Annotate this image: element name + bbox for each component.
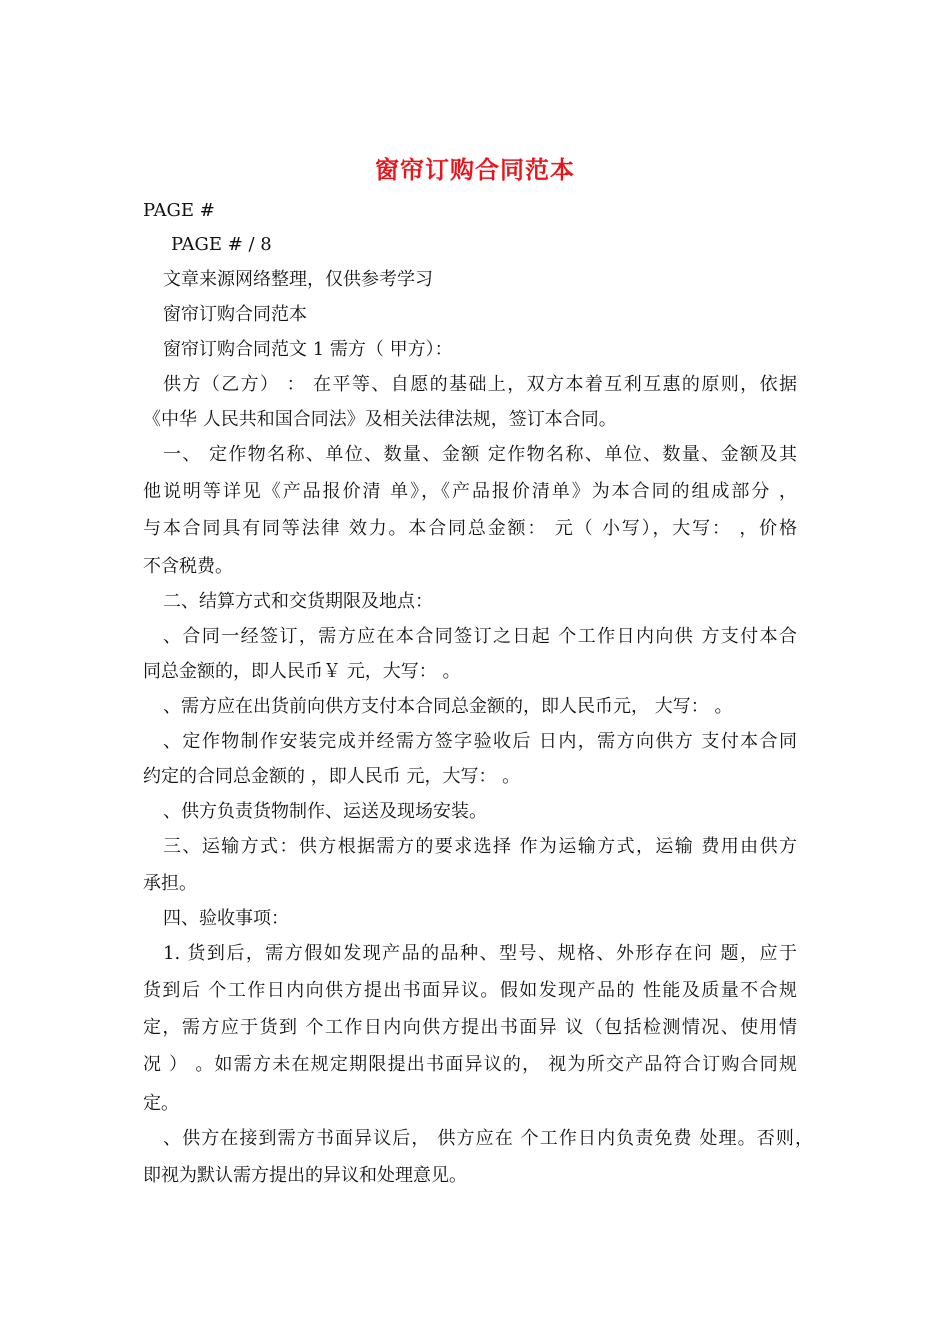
paragraph-line: 同总金额的，即人民币￥ 元，大写： 。 <box>143 661 461 682</box>
paragraph-line: 他说明等详见《产品报价清 单》，《产品报价清单》为本合同的组成部分 ， <box>143 481 797 502</box>
paragraph-line: 即视为默认需方提出的异议和处理意见。 <box>143 1165 467 1186</box>
document-title: 窗帘订购合同范本 <box>375 156 575 184</box>
paragraph-line: 、供方负责货物制作、运送及现场安装。 <box>163 801 487 822</box>
paragraph-line: 况 ） 。如需方未在规定期限提出书面异议的， 视为所交产品符合订购合同规 <box>143 1054 797 1075</box>
section-heading: 二、结算方式和交货期限及地点： <box>163 591 433 612</box>
document-subtitle: 窗帘订购合同范本 <box>163 304 307 325</box>
paragraph-line: 不含税费。 <box>143 556 233 577</box>
paragraph-line: 窗帘订购合同范文 1 需方（ 甲方）： <box>163 339 453 360</box>
page-number-header: PAGE # <box>143 200 215 221</box>
section-heading: 四、验收事项： <box>163 908 289 929</box>
paragraph-line: 承担。 <box>143 873 197 894</box>
paragraph-line: 定。 <box>143 1093 179 1114</box>
paragraph-line: 一、 定作物名称、单位、数量、金额 定作物名称、单位、数量、金额及其 <box>163 444 797 465</box>
paragraph-line: 货到后 个工作日内向供方提出书面异议。假如发现产品的 性能及质量不合规 <box>143 980 797 1001</box>
paragraph-line: 约定的合同总金额的 ，即人民币 元，大写： 。 <box>143 766 521 787</box>
source-note: 文章来源网络整理，仅供参考学习 <box>163 269 433 290</box>
paragraph-line: 1. 货到后，需方假如发现产品的品种、型号、规格、外形存在问 题，应于 <box>163 943 797 964</box>
paragraph-line: 、需方应在出货前向供方支付本合同总金额的，即人民币元， 大写： 。 <box>163 696 733 717</box>
paragraph-line: 与本合同具有同等法律 效力。本合同总金额： 元（ 小写），大写： ，价格 <box>143 518 797 539</box>
page-of-header: PAGE # / 8 <box>171 234 272 255</box>
paragraph-line: 、定作物制作安装完成并经需方签字验收后 日内，需方向供方 支付本合同 <box>163 731 797 752</box>
paragraph-line: 定，需方应于货到 个工作日内向供方提出书面异 议（包括检测情况、使用情 <box>143 1017 797 1038</box>
paragraph-line: 三、运输方式：供方根据需方的要求选择 作为运输方式，运输 费用由供方 <box>163 836 797 857</box>
paragraph-line: 供方（乙方） ： 在平等、自愿的基础上，双方本着互利互惠的原则，依据 <box>163 374 797 395</box>
paragraph-line: 《中华 人民共和国合同法》及相关法律法规，签订本合同。 <box>143 409 617 430</box>
paragraph-line: 、供方在接到需方书面异议后， 供方应在 个工作日内负责免费 处理。否则， <box>163 1128 813 1149</box>
paragraph-line: 、合同一经签订，需方应在本合同签订之日起 个工作日内向供 方支付本合 <box>163 626 797 647</box>
